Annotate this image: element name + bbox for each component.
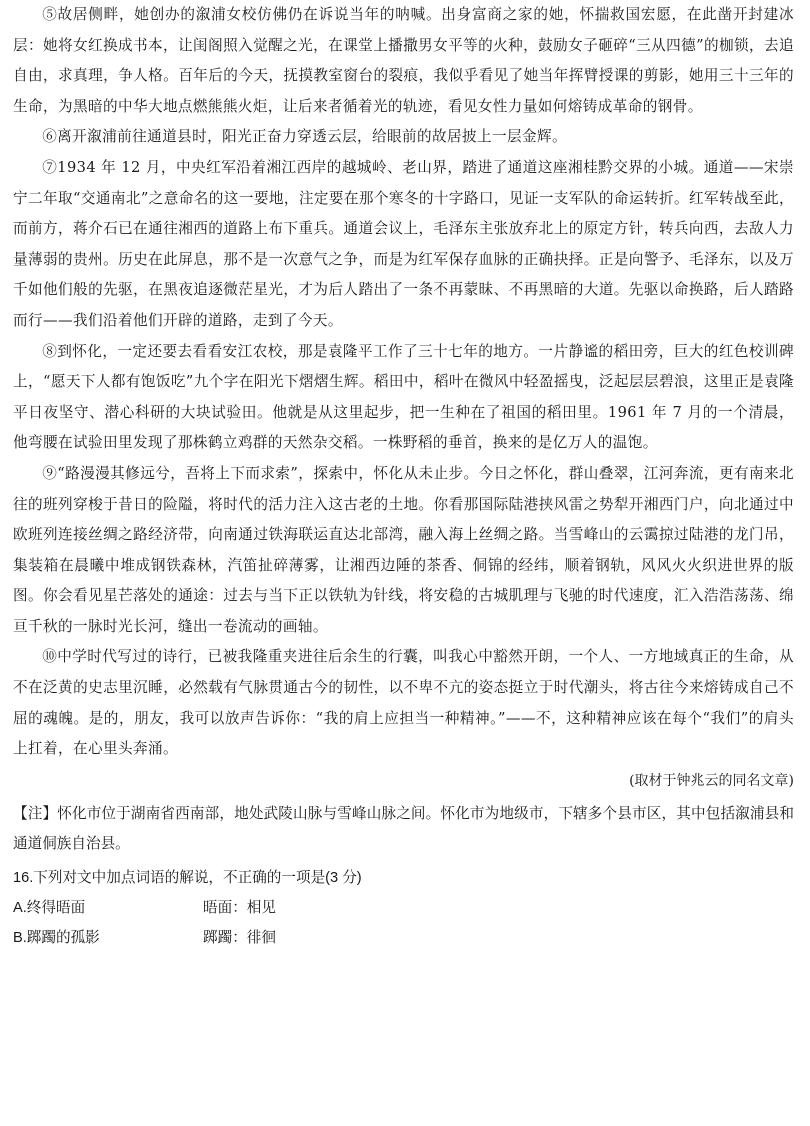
reading-passage [13, 0, 794, 859]
option-a-text: A.终得晤面 [13, 899, 86, 916]
paragraph-10: ⑩中学时代写过的诗行，已被我隆重夹进往后余生的行囊，叫我心中豁然开朗，一个人、一方地域真正的生命，从不在泛黄的史志里沉睡，必然载有气脉贯通古今的韧性，以不卑不亢的姿态挺立于时代潮头，将古往今来熔铸成自己不屈的魂魄。是的，朋友，我可以放声告诉你：“我的肩上应担当一种精神。”——不，这种精神应该在每个“我们”的肩头上扛着，在心里头奔涌。 [13, 648, 794, 758]
question-16 [13, 863, 794, 953]
option-a[interactable] [13, 893, 794, 923]
paragraph-8: ⑧到怀化，一定还要去看看安江农校，那是袁隆平工作了三十七年的地方。一片静谧的稻田旁，巨大的红色校训碑上，“愿天下人都有饱饭吃”九个字在阳光下熠熠生辉。稻田中，稻叶在微风中轻盈摇曳，泛起层层碧浪，这里正是袁隆平日夜坚守、潜心科研的大块试验田。他就是从这里起步，把一生种在了祖国的稻田里。1961 年 7 月的一个清晨，他弯腰在试验田里发现了那株鹤立鸡群的天然杂交稻。一株野稻的垂首，换来的是亿万人的温饱。 [13, 342, 794, 452]
option-b[interactable] [13, 923, 794, 953]
paragraph-9: ⑨“路漫漫其修远兮，吾将上下而求索”，探索中，怀化从未止步。今日之怀化，群山叠翠，江河奔流，更有南来北往的班列穿梭于昔日的险隘，将时代的活力注入这古老的土地。你看那国际陆港挟风雷之势犁开湘西门户，向北通过中欧班列连接丝绸之路经济带，向南通过铁海联运直达北部湾，融入海上丝绸之路。当雪峰山的云霭掠过陆港的龙门吊，集装箱在晨曦中堆成钢铁森林，汽笛扯碎薄雾，让湘西边陲的茶香、侗锦的经纬，顺着钢轨，风风火火织进世界的版图。你会看见星芒落处的通途：过去与当下正以铁轨为针线，将安稳的古城肌理与飞驰的时代速度，汇入浩浩荡荡、绵亘千秋的一脉时光长河，缝出一卷流动的画轴。 [13, 464, 794, 635]
option-a-definition: 晤面：相见 [203, 899, 276, 916]
footnote: 【注】怀化市位于湖南省西南部，地处武陵山脉与雪峰山脉之间。怀化市为地级市，下辖多个县市区，其中包括溆浦县和通道侗族自治县。 [13, 804, 794, 852]
option-b-definition: 踯躅：徘徊 [203, 929, 276, 946]
question-stem: 16.下列对文中加点词语的解说，不正确的一项是(3 分) [13, 869, 362, 886]
option-b-text: B.踯躅的孤影 [13, 929, 100, 946]
paragraph-5: ⑤故居侧畔，她创办的溆浦女校仿佛仍在诉说当年的呐喊。出身富商之家的她，怀揣救国宏愿，在此凿开封建冰层：她将女红换成书本，让闺阁照入觉醒之光，在课堂上播撒男女平等的火种，鼓励女子砸碎“三从四德”的枷锁，去追自由，求真理，争人格。百年后的今天，抚摸教室窗台的裂痕，我似乎看见了她当年挥臂授课的剪影，她用三十三年的生命，为黑暗的中华大地点燃熊熊火炬，让后来者循着光的轨迹，看见女性力量如何熔铸成革命的钢骨。 [13, 6, 794, 115]
paragraph-7: ⑦1934 年 12 月，中央红军沿着湘江西岸的越城岭、老山界，踏进了通道这座湘桂黔交界的小城。通道——宋崇宁二年取“交通南北”之意命名的这一要地，注定要在那个寒冬的十字路口，见证一支军队的命运转折。红军转战至此，而前方，蒋介石已在通往湘西的道路上布下重兵。通道会议上，毛泽东主张放弃北上的原定方针，转兵向西，去敌人力量薄弱的贵州。历史在此屏息，那不是一次意气之争，而是为红军保存血脉的正确抉择。正是向警予、毛泽东，以及万千如他们般的先驱，在黑夜追逐微茫星光，才为后人踏出了一条不再蒙昧、不再黑暗的大道。先驱以命换路，后人踏路而行——我们沿着他们开辟的道路，走到了今天。 [13, 158, 794, 329]
source-attribution: (取材于钟兆云的同名文章) [629, 772, 794, 789]
paragraph-6: ⑥离开溆浦前往通道县时，阳光正奋力穿透云层，给眼前的故居披上一层金辉。 [42, 128, 567, 146]
